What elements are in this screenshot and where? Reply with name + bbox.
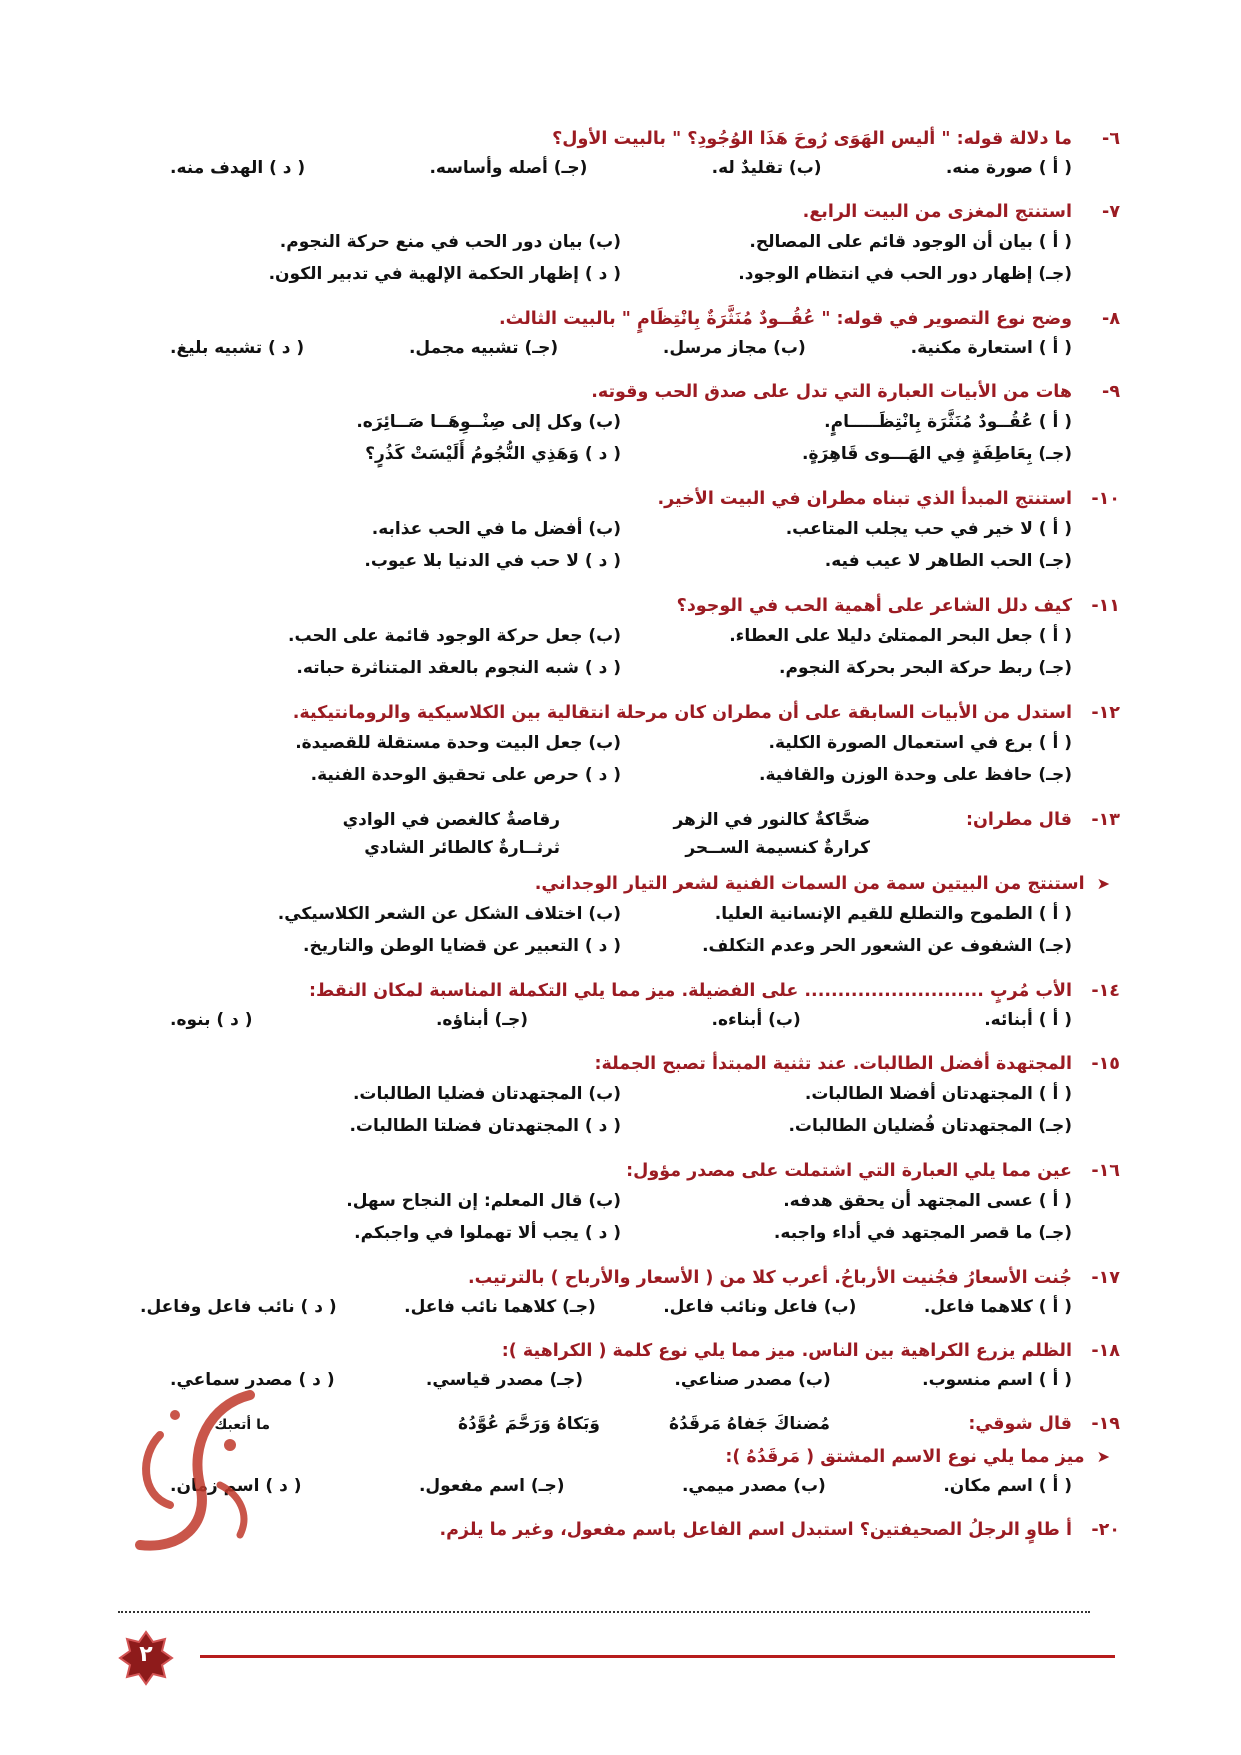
option-b[interactable]: (ب) المجتهدتان فضليا الطالبات. — [352, 1084, 621, 1104]
question-text: كيف دلل الشاعر على أهمية الحب في الوجود؟ — [676, 596, 1072, 616]
option-c[interactable]: (جـ) كلاهما نائب فاعل. — [404, 1297, 596, 1317]
option-c[interactable]: (جـ) الحب الطاهر لا عيب فيه. — [824, 551, 1072, 571]
question-number: ٢٠- — [1091, 1520, 1120, 1540]
option-b[interactable]: (ب) جعل البيت وحدة مستقلة للقصيدة. — [295, 733, 621, 753]
option-d[interactable]: ( د ) الهدف منه. — [170, 158, 306, 178]
option-c[interactable]: (جـ) بِعَاطِفَةٍ فِي الهَـــوى قَاهِرَةٍ. — [802, 444, 1072, 464]
page-number-badge — [118, 1630, 174, 1686]
option-c[interactable]: (جـ) ما قصر المجتهد في أداء واجبه. — [773, 1223, 1072, 1243]
poem-tail: ما أتعبك — [214, 1417, 270, 1433]
option-b[interactable]: (ب) بيان دور الحب في منع حركة النجوم. — [279, 232, 621, 252]
poem-line: ثرثــارةٌ كالطائر الشادي — [364, 838, 560, 858]
option-d[interactable]: ( د ) إظهار الحكمة الإلهية في تدبير الكون. — [268, 264, 621, 284]
option-b[interactable]: (ب) قال المعلم: إن النجاح سهل. — [346, 1191, 621, 1211]
option-b[interactable]: (ب) مصدر ميمي. — [681, 1476, 826, 1496]
question-text: الأب مُربٍ ........................... على الفضيلة. ميز مما يلي التكملة المناسبة لمكان النقط: — [308, 981, 1072, 1001]
calligraphy-logo-icon — [100, 1375, 290, 1565]
poem-line: رقاصةٌ كالغصن في الوادي — [342, 810, 560, 830]
option-b[interactable]: (ب) تقليدٌ له. — [711, 158, 822, 178]
option-d[interactable]: ( د ) لا حب في الدنيا بلا عيوب. — [364, 551, 621, 571]
question-number: ١٧- — [1091, 1268, 1120, 1288]
option-a[interactable]: ( أ ) استعارة مكنية. — [910, 338, 1072, 358]
option-a[interactable]: ( أ ) بيان أن الوجود قائم على المصالح. — [749, 232, 1072, 252]
question-text: عين مما يلي العبارة التي اشتملت على مصدر مؤول: — [626, 1161, 1072, 1181]
question-text: ما دلالة قوله: " أليس الهَوَى رُوحَ هَذَا الوُجُودِ؟ " بالبيت الأول؟ — [552, 129, 1072, 149]
option-d[interactable]: ( د ) وَهَذِي النُّجُومُ أَلَيْسَتْ كَذُرٍ؟ — [365, 444, 621, 464]
question-text: وضح نوع التصوير في قوله: " عُقُــودٌ مُنَثَّرَةٌ بِانْتِظَامٍ " بالبيت الثالث. — [499, 309, 1072, 329]
question-text: المجتهدة أفضل الطالبات. عند تثنية المبتدأ تصبح الجملة: — [594, 1054, 1072, 1074]
question-number: ١٣- — [1091, 810, 1120, 830]
sub-question-text: استنتج من البيتين سمة من السمات الفنية لشعر التيار الوجداني. — [534, 874, 1085, 894]
footer-rule — [200, 1655, 1115, 1658]
option-d[interactable]: ( د ) تشبيه بليغ. — [170, 338, 305, 358]
question-text: استنتج المبدأ الذي تبناه مطران في البيت الأخير. — [657, 489, 1072, 509]
option-a[interactable]: ( أ ) لا خير في حب يجلب المتاعب. — [785, 519, 1072, 539]
sub-question-text: ميز مما يلي نوع الاسم المشتق ( مَرقَدُهُ ): — [725, 1447, 1085, 1467]
answer-line — [118, 1611, 1090, 1613]
option-c[interactable]: (جـ) أبناؤه. — [435, 1010, 529, 1030]
question-text: أ طاوٍ الرجلُ الصحيفتين؟ استبدل اسم الفاعل باسم مفعول، وغير ما يلزم. — [439, 1520, 1072, 1540]
question-number: ١٦- — [1091, 1161, 1120, 1181]
option-d[interactable]: ( د ) مصدر سماعي. — [170, 1370, 335, 1390]
option-c[interactable]: (جـ) الشفوف عن الشعور الحر وعدم التكلف. — [702, 936, 1072, 956]
option-b[interactable]: (ب) أفضل ما في الحب عذابه. — [371, 519, 621, 539]
poem-line: مُضناكَ جَفاهُ مَرقَدُهُ — [668, 1414, 830, 1434]
option-d[interactable]: ( د ) شبه النجوم بالعقد المتناثرة حباته. — [296, 658, 621, 678]
question-text: الظلم يزرع الكراهية بين الناس. ميز مما يلي نوع كلمة ( الكراهية ): — [501, 1341, 1072, 1361]
question-16 — [140, 1157, 1120, 1249]
option-a[interactable]: ( أ ) اسم مكان. — [943, 1476, 1072, 1496]
option-a[interactable]: ( أ ) أبنائه. — [984, 1010, 1072, 1030]
question-text: استنتج المغزى من البيت الرابع. — [802, 202, 1072, 222]
poem-line: ضحَّاكةٌ كالنور في الزهر — [673, 810, 870, 830]
option-d[interactable]: ( د ) حرص على تحقيق الوحدة الفنية. — [310, 765, 621, 785]
question-number: ٦- — [1102, 129, 1120, 149]
option-c[interactable]: (جـ) اسم مفعول. — [418, 1476, 565, 1496]
question-text: جُنت الأسعارُ فجُنيت الأرباحُ. أعرب كلا من ( الأسعار والأرباح ) بالترتيب. — [467, 1268, 1072, 1288]
option-c[interactable]: (جـ) أصله وأساسه. — [429, 158, 588, 178]
option-c[interactable]: (جـ) ربط حركة البحر بحركة النجوم. — [779, 658, 1072, 678]
option-a[interactable]: ( أ ) صورة منه. — [945, 158, 1072, 178]
poem-line: وَبَكاهُ وَرَحَّمَ عُوَّدُهُ — [457, 1414, 600, 1434]
option-b[interactable]: (ب) اختلاف الشكل عن الشعر الكلاسيكي. — [277, 904, 621, 924]
question-number: ١٥- — [1091, 1054, 1120, 1074]
question-17 — [140, 1264, 1120, 1322]
logo-watermark — [100, 1375, 290, 1565]
question-number: ١٠- — [1091, 489, 1120, 509]
option-a[interactable]: ( أ ) عُقُــودٌ مُنَثَّرَة بِانْتِظَـــــامٍ. — [824, 412, 1072, 432]
question-13 — [140, 806, 1120, 962]
arrow-icon: ➤ — [1096, 1447, 1110, 1466]
question-label: قال شوقي: — [968, 1414, 1072, 1434]
question-15 — [140, 1050, 1120, 1142]
question-number: ١٢- — [1091, 703, 1120, 723]
option-b[interactable]: (ب) جعل حركة الوجود قائمة على الحب. — [288, 626, 621, 646]
question-14 — [140, 977, 1120, 1035]
option-b[interactable]: (ب) وكل إلى صِنْــوِهَــا صَــائِرَه. — [356, 412, 621, 432]
question-7 — [140, 198, 1120, 290]
question-6 — [140, 125, 1120, 183]
page-number: ٢ — [139, 1642, 153, 1667]
question-number: ٨- — [1102, 309, 1120, 329]
question-8 — [140, 305, 1120, 363]
question-label: قال مطران: — [965, 810, 1072, 830]
worksheet — [140, 125, 1120, 1559]
question-number: ٧- — [1102, 202, 1120, 222]
poem-verses — [310, 806, 870, 862]
option-c[interactable]: (جـ) إظهار دور الحب في انتظام الوجود. — [738, 264, 1072, 284]
option-d[interactable]: ( د ) يجب ألا تهملوا في واجبكم. — [354, 1223, 621, 1243]
option-d[interactable]: ( د ) نائب فاعل وفاعل. — [140, 1297, 337, 1317]
option-c[interactable]: (جـ) تشبيه مجمل. — [408, 338, 559, 358]
option-b[interactable]: (ب) فاعل ونائب فاعل. — [663, 1297, 857, 1317]
option-a[interactable]: ( أ ) عسى المجتهد أن يحقق هدفه. — [783, 1191, 1072, 1211]
question-9 — [140, 378, 1120, 470]
option-a[interactable]: ( أ ) اسم منسوب. — [922, 1370, 1072, 1390]
option-a[interactable]: ( أ ) كلاهما فاعل. — [923, 1297, 1072, 1317]
option-d[interactable]: ( د ) بنوه. — [170, 1010, 253, 1030]
poem-line: كرارةٌ كنسيمة الســحر — [685, 838, 870, 858]
option-d[interactable]: ( د ) المجتهدتان فضلتا الطالبات. — [349, 1116, 621, 1136]
question-10 — [140, 485, 1120, 577]
question-text: هات من الأبيات العبارة التي تدل على صدق الحب وقوته. — [591, 382, 1072, 402]
option-c[interactable]: (جـ) حافظ على وحدة الوزن والقافية. — [759, 765, 1072, 785]
option-d[interactable]: ( د ) التعبير عن قضايا الوطن والتاريخ. — [303, 936, 621, 956]
question-number: ١٩- — [1091, 1414, 1120, 1434]
option-c[interactable]: (جـ) المجتهدتان فُضليان الطالبات. — [788, 1116, 1072, 1136]
option-b[interactable]: (ب) مصدر صناعي. — [674, 1370, 831, 1390]
question-number: ١١- — [1091, 596, 1120, 616]
option-a[interactable]: ( أ ) جعل البحر الممتلئ دليلا على العطاء. — [729, 626, 1072, 646]
question-11 — [140, 592, 1120, 684]
option-b[interactable]: (ب) أبناءه. — [711, 1010, 801, 1030]
option-a[interactable]: ( أ ) الطموح والتطلع للقيم الإنسانية العليا. — [714, 904, 1072, 924]
option-a[interactable]: ( أ ) برع في استعمال الصورة الكلية. — [768, 733, 1072, 753]
arrow-icon: ➤ — [1096, 874, 1110, 893]
question-number: ٩- — [1102, 382, 1120, 402]
option-a[interactable]: ( أ ) المجتهدتان أفضلا الطالبات. — [804, 1084, 1072, 1104]
question-text: استدل من الأبيات السابقة على أن مطران كان مرحلة انتقالية بين الكلاسيكية والرومانتيكية. — [292, 703, 1072, 723]
option-d[interactable]: ( د ) اسم زمان. — [170, 1476, 302, 1496]
question-12 — [140, 699, 1120, 791]
question-number: ١٤- — [1091, 981, 1120, 1001]
question-number: ١٨- — [1091, 1341, 1120, 1361]
option-c[interactable]: (جـ) مصدر قياسي. — [425, 1370, 584, 1390]
option-b[interactable]: (ب) مجاز مرسل. — [662, 338, 806, 358]
